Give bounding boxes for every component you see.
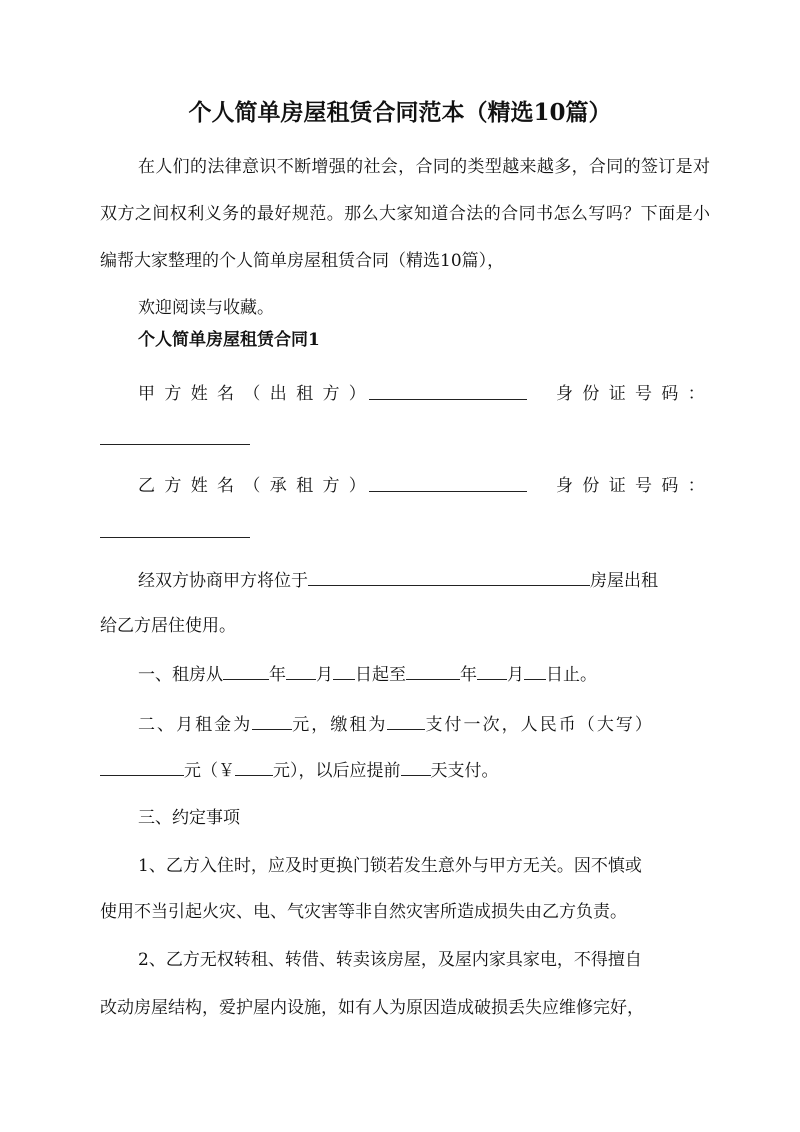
rent-text: 元，缴租为: [292, 715, 388, 735]
intro-line: 签订是对双方之间权利义务的最好规范。那么大家知道合法的合同书怎: [100, 157, 710, 224]
rent-text: 天支付。: [430, 761, 499, 781]
document-title: 个人简单房屋租赁合同范本（精选10篇）: [188, 99, 612, 126]
location-post: 房屋出租: [590, 571, 658, 591]
rent-text: 支付一次，人民币（大写）: [425, 715, 654, 735]
clause-2-line: 改动房屋结构，爱护屋内设施，如有人为原因造成破损丢失应维修完好，: [100, 998, 644, 1018]
term-text: 日止。: [546, 665, 597, 685]
rent-text: 元（￥: [184, 761, 235, 781]
clause-1-line: 1、乙方入住时，应及时更换门锁若发生意外与甲方无关。因不慎或: [138, 856, 642, 876]
clause-2-line: 2、乙方无权转租、转借、转卖该房屋，及屋内家具家电，不得擅自: [138, 950, 642, 970]
intro-line: 么写吗？下面是小编帮大家整理的个人简单房屋租赁合同（精选10篇），: [100, 204, 711, 271]
party-b-id-label: 身份证号码：: [556, 476, 715, 496]
party-b-id-blank: [100, 518, 250, 547]
term-text: 年: [269, 665, 286, 685]
intro-paragraph: [100, 144, 710, 332]
term-text: 年: [460, 665, 477, 685]
party-b-name-blank: [369, 472, 527, 501]
party-a-id-blank: [100, 425, 250, 454]
intro-line: 欢迎阅读与收藏。: [138, 298, 274, 318]
item-3-heading: 三、约定事项: [138, 808, 240, 828]
rent-line-2: [100, 756, 499, 785]
term-text: 月: [316, 665, 333, 685]
party-a-name-blank: [369, 380, 527, 409]
party-a-label: 甲方姓名（出租方）: [138, 384, 376, 404]
location-line-2: 给乙方居住使用。: [100, 616, 236, 636]
location-pre: 经双方协商甲方将位于: [138, 571, 308, 591]
location-line: [138, 566, 658, 595]
rent-text: 元），以后应提前: [273, 761, 401, 781]
term-text: 一、租房从: [138, 665, 223, 685]
section-heading: 个人简单房屋租赁合同1: [138, 330, 320, 350]
clause-1-line: 使用不当引起火灾、电、气灾害等非自然灾害所造成损失由乙方负责。: [100, 902, 627, 922]
party-b-label: 乙方姓名（承租方）: [138, 476, 376, 496]
party-a-id-label: 身份证号码：: [556, 384, 715, 404]
rent-line: [138, 710, 654, 739]
term-line: [138, 660, 597, 689]
term-text: 月: [507, 665, 524, 685]
intro-line: 在人们的法律意识不断增强的社会，合同的类型越来越多，合同的: [138, 157, 641, 177]
rent-text: 二、月租金为: [138, 715, 253, 735]
term-text: 日起至: [355, 665, 406, 685]
